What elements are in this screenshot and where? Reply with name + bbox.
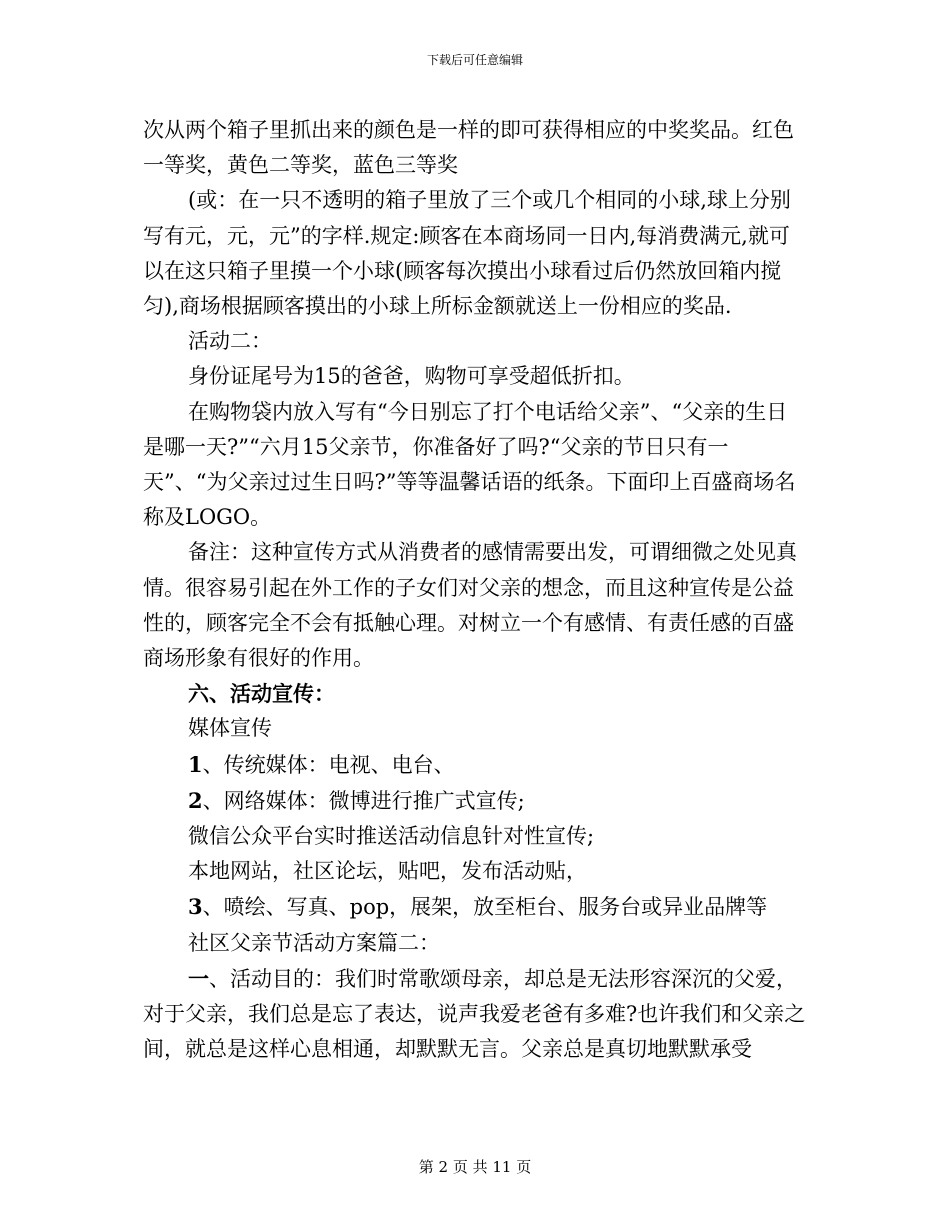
- list-number: 一: [188, 965, 209, 991]
- list-item-traditional-media: [143, 747, 808, 783]
- list-item-text: 、喷绘、写真、pop，展架，放至柜台、服务台或异业品牌等: [202, 895, 768, 920]
- list-number: 1: [188, 751, 203, 777]
- paragraph-ball-draw: (或：在一只不透明的箱子里放了三个或几个相同的小球,球上分别写有元，元，元”的字样.规定:顾客在本商场同一日内,每消费满元,就可以在这只箱子里摸一个小球(顾客每次摸出小球看过后仍然放回箱内搅匀),商场根据顾客摸出的小球上所标金额就送上一份相应的奖品.: [143, 188, 791, 319]
- list-number: 3: [188, 894, 203, 920]
- page-footer: 第 2 页 共 11 页: [418, 1158, 532, 1176]
- list-item-online-media: [143, 783, 808, 819]
- paragraph-prize-colors: 次从两个箱子里抓出来的颜色是一样的即可获得相应的中奖奖品。红色一等奖，黄色二等奖，蓝色三等奖: [143, 118, 794, 178]
- paragraph-media-promotion: 媒体宣传: [188, 716, 272, 741]
- list-item-text: 、网络媒体：微博进行推广式宣传;: [202, 788, 525, 813]
- section-heading-promotion: 六、活动宣传：: [188, 681, 335, 707]
- paragraph-text: 、活动目的：我们时常歌颂母亲，却总是无法形容深沉的父爱，对于父亲，我们总是忘了表达，说声我爱老爸有多难?也许我们和父亲之间，就总是这样心息相通，却默默无言。父亲总是真切地默默承受: [143, 966, 806, 1062]
- paragraph-part-two-title: 社区父亲节活动方案篇二：: [188, 930, 440, 955]
- paragraph-wechat-promotion: 微信公众平台实时推送活动信息针对性宣传;: [188, 824, 595, 849]
- paragraph-shopping-bag-notes: 在购物袋内放入写有“今日别忘了打个电话给父亲”、“父亲的生日是哪一天?”“六月15父亲节，你准备好了吗?“父亲的节日只有一天”、“为父亲过过生日吗?”等等温馨话语的纸条。下面印上百盛商场名称及LOGO。: [143, 399, 796, 530]
- list-number: 2: [188, 787, 203, 813]
- document-body: [143, 113, 808, 1067]
- paragraph-activity-two-title: 活动二：: [188, 329, 272, 354]
- page-header: 下载后可任意编辑: [426, 53, 523, 67]
- paragraph-local-sites: 本地网站，社区论坛，贴吧，发布活动贴，: [188, 859, 587, 884]
- paragraph-activity-purpose: [143, 961, 808, 1068]
- paragraph-remarks: 备注：这种宣传方式从消费者的感情需要出发，可谓细微之处见真情。很容易引起在外工作的子女们对父亲的想念，而且这种宣传是公益性的，顾客完全不会有抵触心理。对树立一个有感情、有责任感的百盛商场形象有很好的作用。: [143, 540, 797, 671]
- list-item-print-materials: [143, 889, 808, 925]
- list-item-text: 、传统媒体：电视、电台、: [202, 752, 455, 777]
- paragraph-id-discount: 身份证尾号为15的爸爸，购物可享受超低折扣。: [188, 364, 635, 389]
